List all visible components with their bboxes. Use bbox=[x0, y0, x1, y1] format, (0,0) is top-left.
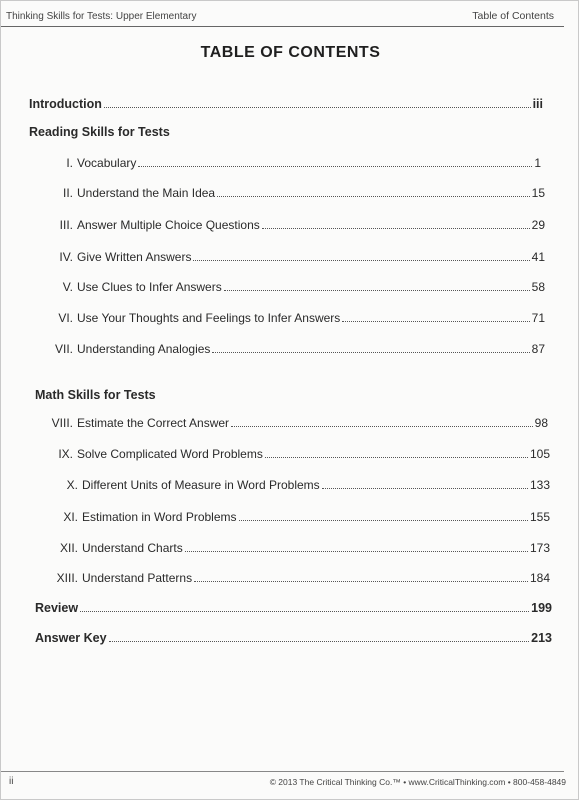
toc-entry-math[interactable] bbox=[31, 539, 550, 555]
toc-entry-page: iii bbox=[532, 97, 543, 111]
dot-leader bbox=[265, 456, 528, 458]
dot-leader bbox=[342, 320, 529, 322]
toc-entry-numeral: X. bbox=[66, 478, 78, 492]
dot-leader bbox=[239, 519, 528, 521]
dot-leader bbox=[262, 227, 530, 229]
toc-entry-page: 71 bbox=[531, 311, 545, 325]
toc-entry-reading[interactable] bbox=[31, 184, 545, 200]
toc-entry-page: 58 bbox=[531, 280, 545, 294]
toc-entry-label: Use Your Thoughts and Feelings to Infer Answers bbox=[77, 311, 341, 325]
toc-entry-reading[interactable] bbox=[31, 340, 545, 356]
toc-entry-label: Different Units of Measure in Word Problems bbox=[82, 478, 320, 492]
dot-leader bbox=[109, 640, 530, 642]
toc-entry-numeral: V. bbox=[62, 280, 73, 294]
toc-entry-numeral: VII. bbox=[54, 342, 73, 356]
toc-entry-page: 155 bbox=[529, 510, 550, 524]
toc-entry-page: 199 bbox=[531, 601, 552, 615]
toc-entry-page: 105 bbox=[529, 447, 550, 461]
toc-entry-label: Estimation in Word Problems bbox=[82, 510, 237, 524]
toc-entry-math[interactable] bbox=[31, 569, 550, 585]
toc-entry-reading[interactable] bbox=[31, 248, 545, 264]
toc-entry-label: Understanding Analogies bbox=[77, 342, 211, 356]
dot-leader bbox=[224, 289, 530, 291]
dot-leader bbox=[212, 351, 529, 353]
dot-leader bbox=[231, 425, 533, 427]
toc-entry-reading[interactable] bbox=[31, 309, 545, 325]
toc-entry-numeral: III. bbox=[59, 218, 73, 232]
toc-entry-label: Vocabulary bbox=[77, 156, 137, 170]
toc-entry-page: 15 bbox=[531, 186, 545, 200]
toc-entry-label: Introduction bbox=[29, 97, 102, 111]
toc-entry-numeral: IX. bbox=[58, 447, 73, 461]
toc-entry-label: Understand the Main Idea bbox=[77, 186, 216, 200]
toc-entry-reading[interactable] bbox=[31, 154, 541, 170]
page-title: TABLE OF CONTENTS bbox=[200, 44, 381, 61]
toc-entry-page: 173 bbox=[529, 541, 550, 555]
section-heading-math: Math Skills for Tests bbox=[35, 388, 156, 402]
toc-entry-label: Review bbox=[35, 601, 79, 615]
toc-entry-math[interactable] bbox=[31, 476, 550, 492]
dot-leader bbox=[80, 610, 529, 612]
toc-entry-review[interactable] bbox=[35, 599, 552, 615]
dot-leader bbox=[138, 165, 532, 167]
toc-entry-label: Understand Charts bbox=[82, 541, 183, 555]
toc-entry-math[interactable] bbox=[31, 414, 548, 430]
toc-entry-label: Answer Multiple Choice Questions bbox=[77, 218, 260, 232]
toc-entry-math[interactable] bbox=[31, 508, 550, 524]
dot-leader bbox=[322, 487, 528, 489]
toc-entry-page: 41 bbox=[531, 250, 545, 264]
toc-entry-numeral: XII. bbox=[59, 541, 78, 555]
toc-entry-page: 184 bbox=[529, 571, 550, 585]
toc-entry-page: 29 bbox=[531, 218, 545, 232]
toc-entry-numeral: I. bbox=[66, 156, 73, 170]
toc-entry-numeral: XI. bbox=[63, 510, 78, 524]
toc-entry-label: Estimate the Correct Answer bbox=[77, 416, 230, 430]
toc-entry-reading[interactable] bbox=[31, 216, 545, 232]
page-number: ii bbox=[9, 776, 14, 787]
dot-leader bbox=[194, 580, 528, 582]
toc-entry-page: 133 bbox=[529, 478, 550, 492]
toc-entry-math[interactable] bbox=[31, 445, 550, 461]
header-divider bbox=[1, 26, 564, 27]
toc-entry-numeral: II. bbox=[62, 186, 73, 200]
copyright-notice: © 2013 The Critical Thinking Co.™ • www.CriticalThinking.com • 800-458-4849 bbox=[269, 777, 566, 787]
toc-entry-numeral: VI. bbox=[58, 311, 73, 325]
toc-entry-label: Use Clues to Infer Answers bbox=[77, 280, 222, 294]
toc-entry-answer-key[interactable] bbox=[35, 629, 552, 645]
footer-divider bbox=[1, 771, 564, 772]
dot-leader bbox=[104, 106, 531, 108]
toc-entry-page: 98 bbox=[534, 416, 548, 430]
toc-entry-page: 87 bbox=[531, 342, 545, 356]
dot-leader bbox=[217, 195, 530, 197]
running-header-title: Thinking Skills for Tests: Upper Elementary bbox=[6, 11, 197, 22]
toc-entry-numeral: XIII. bbox=[56, 571, 78, 585]
toc-entry-page: 1 bbox=[534, 156, 541, 170]
toc-entry-label: Give Written Answers bbox=[77, 250, 192, 264]
dot-leader bbox=[185, 550, 528, 552]
toc-entry-label: Answer Key bbox=[35, 631, 107, 645]
section-heading-reading: Reading Skills for Tests bbox=[29, 125, 170, 139]
toc-entry-reading[interactable] bbox=[31, 278, 545, 294]
toc-entry-label: Understand Patterns bbox=[82, 571, 193, 585]
toc-entry-page: 213 bbox=[531, 631, 552, 645]
dot-leader bbox=[193, 259, 529, 261]
toc-entry-numeral: VIII. bbox=[51, 416, 73, 430]
toc-entry-label: Solve Complicated Word Problems bbox=[77, 447, 263, 461]
toc-entry-numeral: IV. bbox=[59, 250, 73, 264]
running-header-section: Table of Contents bbox=[472, 10, 554, 22]
toc-entry-introduction[interactable] bbox=[29, 95, 543, 111]
